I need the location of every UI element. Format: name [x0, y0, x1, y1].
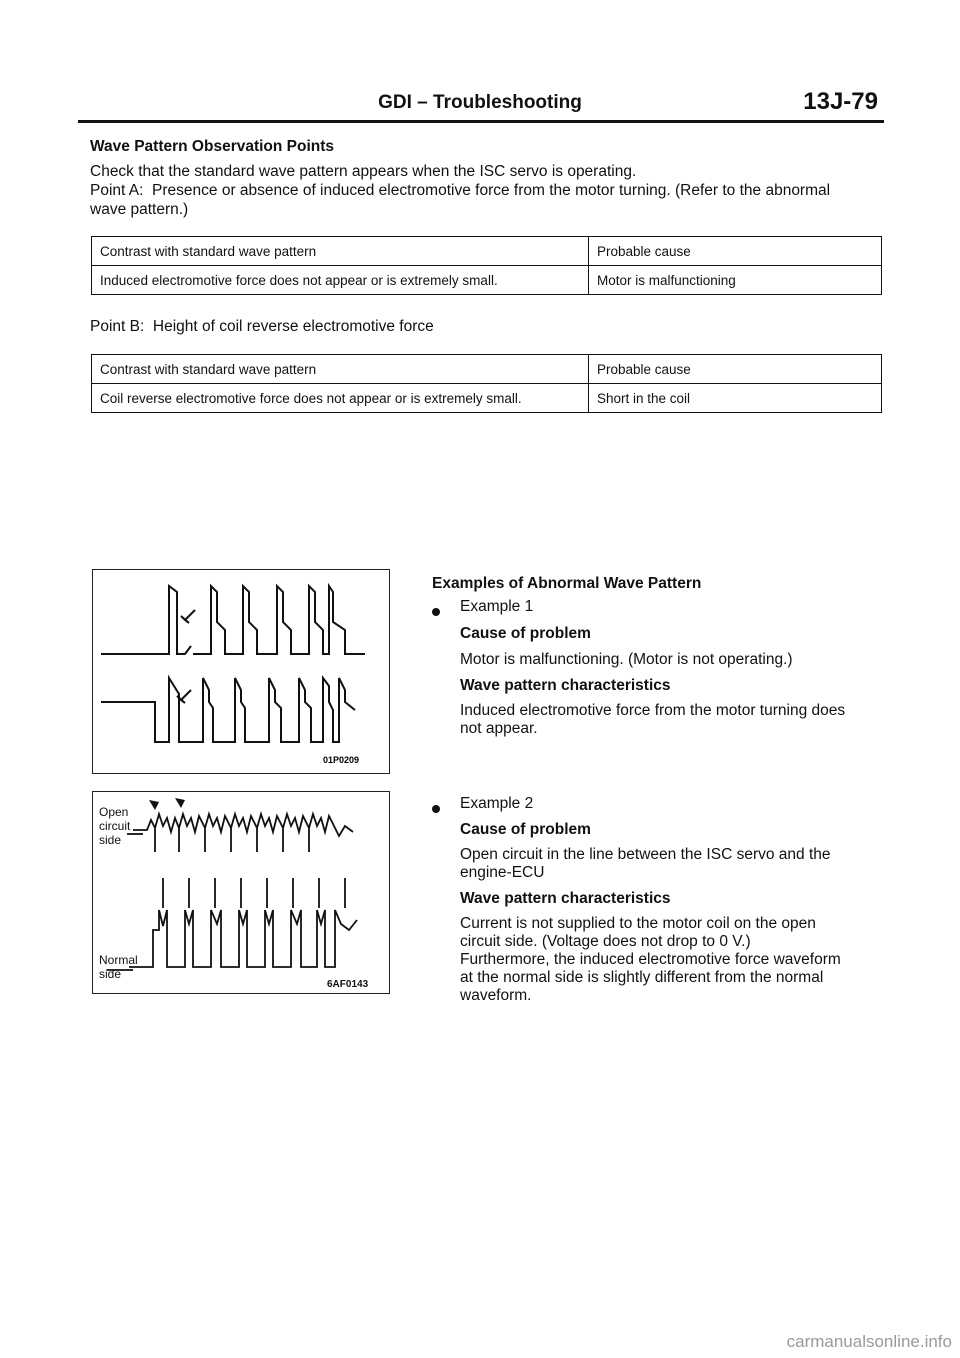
- example-1-title: Example 1: [460, 598, 534, 615]
- table-point-b: [91, 354, 882, 413]
- label-normal: Normal: [99, 953, 138, 967]
- page-title: GDI – Troubleshooting: [378, 92, 582, 113]
- watermark: carmanualsonline.info: [786, 1332, 952, 1351]
- example-2-char-line: waveform.: [460, 987, 532, 1004]
- table-point-a: [91, 236, 882, 295]
- waveform-trace-normal-side: [129, 910, 357, 967]
- bullet-dot: [432, 800, 440, 818]
- table-header-cell: Contrast with standard wave pattern: [92, 355, 589, 384]
- figure-1-waveform: [92, 569, 390, 774]
- example-2-char-line: Current is not supplied to the motor coil on the open: [460, 915, 816, 932]
- waveform-trace-upper: [101, 586, 365, 654]
- table-header-cell: Probable cause: [589, 355, 882, 384]
- label-open: Open: [99, 805, 129, 819]
- example-2-char-line: at the normal side is slightly different from the normal: [460, 969, 824, 986]
- example-2-cause-heading: Cause of problem: [460, 821, 591, 838]
- table-cell: Short in the coil: [589, 384, 882, 413]
- arrow-icon: [175, 798, 185, 808]
- table-header-row: [92, 237, 882, 266]
- table-header-cell: Contrast with standard wave pattern: [92, 237, 589, 266]
- figure-2-waveform: [92, 791, 390, 994]
- label-side: side: [99, 833, 122, 847]
- table-header-row: [92, 355, 882, 384]
- point-a-line-1: Point A: Presence or absence of induced electromotive force from the motor turning. (Refer to the abnormal: [90, 182, 831, 199]
- header-rule: [78, 120, 884, 123]
- table-row: [92, 266, 882, 295]
- point-a-line-2: wave pattern.): [90, 201, 189, 218]
- example-2-char-heading: Wave pattern characteristics: [460, 890, 671, 907]
- page-number: 13J-79: [803, 88, 878, 115]
- arrow-icon: [185, 610, 195, 620]
- table-cell: Coil reverse electromotive force does not appear or is extremely small.: [92, 384, 589, 413]
- table-header-cell: Probable cause: [589, 237, 882, 266]
- figure-code: 6AF0143: [327, 979, 369, 990]
- section-heading: Wave Pattern Observation Points: [90, 138, 335, 155]
- table-cell: Motor is malfunctioning: [589, 266, 882, 295]
- example-2-cause-line: Open circuit in the line between the ISC servo and the: [460, 846, 831, 863]
- label-circuit: circuit: [99, 819, 131, 833]
- waveform-trace-open-side: [133, 814, 353, 852]
- example-1-cause: Motor is malfunctioning. (Motor is not operating.): [460, 651, 793, 668]
- intro-text: Check that the standard wave pattern appears when the ISC servo is operating.: [90, 163, 637, 180]
- figure-1-waveform-drawing: [93, 570, 389, 773]
- example-2-cause-line: engine-ECU: [460, 864, 545, 881]
- point-b-text: Point B: Height of coil reverse electromotive force: [90, 318, 434, 335]
- example-1-char-heading: Wave pattern characteristics: [460, 677, 671, 694]
- bullet-dot: [432, 603, 440, 621]
- examples-heading: Examples of Abnormal Wave Pattern: [432, 575, 702, 592]
- figure-code: 01P0209: [323, 755, 360, 765]
- example-2-title: Example 2: [460, 795, 534, 812]
- arrow-icon: [149, 800, 159, 810]
- arrow-icon: [181, 690, 191, 700]
- example-2-char-line: circuit side. (Voltage does not drop to 0 V.): [460, 933, 751, 950]
- example-1-char-line: Induced electromotive force from the motor turning does: [460, 702, 846, 719]
- example-2-char-line: Furthermore, the induced electromotive force waveform: [460, 951, 841, 968]
- waveform-vertical-lines: [163, 878, 345, 908]
- label-normal-side: side: [99, 967, 122, 981]
- figure-2-waveform-drawing: [93, 792, 389, 993]
- waveform-trace-lower: [101, 678, 355, 742]
- table-cell: Induced electromotive force does not appear or is extremely small.: [92, 266, 589, 295]
- arrow-marker-group: [149, 798, 185, 810]
- table-row: [92, 384, 882, 413]
- example-1-cause-heading: Cause of problem: [460, 625, 591, 642]
- example-1-char-line: not appear.: [460, 720, 538, 737]
- arrow-marker-group: [177, 610, 195, 703]
